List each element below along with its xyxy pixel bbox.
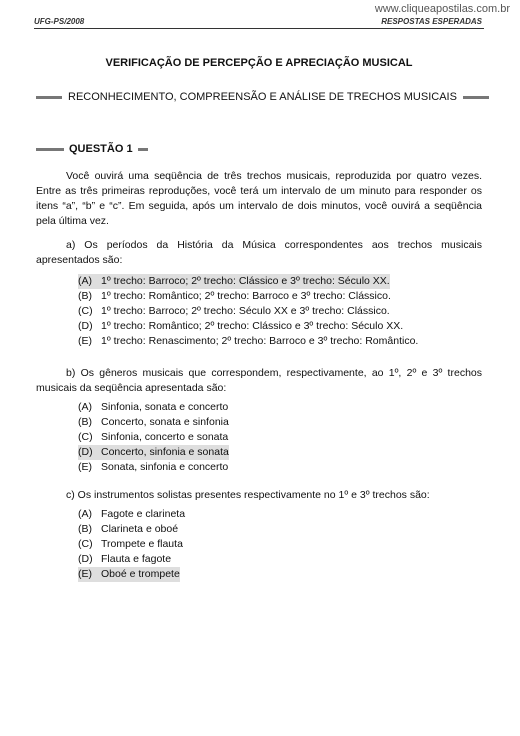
option-text: 1º trecho: Barroco; 2º trecho: Clássico e 3º trecho: Século XX. [101, 275, 390, 287]
header-answers-label: RESPOSTAS ESPERADAS [381, 17, 482, 26]
option-text: 1º trecho: Barroco; 2º trecho: Século XX e 3º trecho: Clássico. [101, 305, 390, 317]
section-bar-left [36, 96, 62, 99]
option-c-B [78, 522, 185, 537]
option-letter: (E) [78, 568, 92, 580]
option-a-D [78, 319, 418, 334]
question-intro-text: Você ouvirá uma seqüência de três trechos musicais, reproduzida por quatro vezes. Entre as três primeiras reproduções, você terá um intervalo de um minuto para responder os itens “a”, “b” e “c”. Em seguida, após um intervalo de dois minutos, você ouvirá a seqüência pela última vez. [36, 170, 482, 227]
item-b-options [78, 400, 229, 475]
option-text: Clarineta e oboé [101, 523, 179, 535]
option-text: Sonata, sinfonia e concerto [101, 461, 229, 473]
option-c-C [78, 537, 185, 552]
option-b-A [78, 400, 229, 415]
question-intro [36, 169, 482, 229]
question-bar-left [36, 148, 64, 151]
option-text: 1º trecho: Renascimento; 2º trecho: Barroco e 3º trecho: Romântico. [101, 335, 419, 347]
option-letter: (E) [78, 461, 92, 473]
option-text: Oboé e trompete [101, 568, 180, 580]
item-c-prompt [36, 488, 482, 503]
option-letter: (D) [78, 553, 93, 565]
option-letter: (B) [78, 523, 92, 535]
item-a-prompt [36, 238, 482, 268]
option-a-A [78, 274, 390, 289]
question-bar-right [138, 148, 148, 151]
option-b-D [78, 445, 229, 460]
option-text: Fagote e clarineta [101, 508, 186, 520]
item-c-options [78, 507, 185, 582]
question-heading-text: QUESTÃO 1 [69, 143, 133, 155]
section-heading [36, 91, 484, 103]
header-rule [34, 28, 484, 29]
option-text: Sinfonia, sonata e concerto [101, 401, 229, 413]
option-text: 1º trecho: Romântico; 2º trecho: Clássico e 3º trecho: Século XX. [101, 320, 404, 332]
header-exam-code: UFG-PS/2008 [34, 17, 85, 26]
watermark: www.cliqueapostilas.com.br [374, 3, 510, 15]
section-bar-right [463, 96, 489, 99]
option-letter: (C) [78, 305, 93, 317]
option-text: Sinfonia, concerto e sonata [101, 431, 229, 443]
option-c-E [78, 567, 180, 582]
item-c-prompt-text: c) Os instrumentos solistas presentes respectivamente no 1º e 3º trechos são: [66, 489, 430, 501]
option-a-E [78, 334, 418, 349]
page-title: VERIFICAÇÃO DE PERCEPÇÃO E APRECIAÇÃO MUSICAL [105, 57, 413, 69]
option-c-D [78, 552, 185, 567]
option-letter: (D) [78, 446, 93, 458]
option-b-E [78, 460, 229, 475]
option-letter: (B) [78, 416, 92, 428]
section-heading-text: RECONHECIMENTO, COMPREENSÃO E ANÁLISE DE TRECHOS MUSICAIS [68, 91, 457, 103]
option-letter: (C) [78, 431, 93, 443]
option-letter: (B) [78, 290, 92, 302]
option-letter: (D) [78, 320, 93, 332]
option-a-C [78, 304, 418, 319]
option-text: 1º trecho: Romântico; 2º trecho: Barroco e 3º trecho: Clássico. [101, 290, 391, 302]
option-b-B [78, 415, 229, 430]
option-b-C [78, 430, 229, 445]
item-b-prompt-text: b) Os gêneros musicais que correspondem, respectivamente, ao 1º, 2º e 3º trechos musicais da seqüência apresentada são: [36, 367, 482, 394]
option-letter: (E) [78, 335, 92, 347]
option-text: Concerto, sonata e sinfonia [101, 416, 229, 428]
question-heading [36, 143, 148, 155]
option-text: Concerto, sinfonia e sonata [101, 446, 229, 458]
option-letter: (C) [78, 538, 93, 550]
option-letter: (A) [78, 508, 92, 520]
option-text: Flauta e fagote [101, 553, 172, 565]
option-letter: (A) [78, 401, 92, 413]
item-a-prompt-text: a) Os períodos da História da Música correspondentes aos trechos musicais apresentados são: [36, 239, 482, 266]
item-b-prompt [36, 366, 482, 396]
option-letter: (A) [78, 275, 92, 287]
option-c-A [78, 507, 185, 522]
option-text: Trompete e flauta [101, 538, 183, 550]
option-a-B [78, 289, 418, 304]
item-a-options [78, 274, 418, 349]
